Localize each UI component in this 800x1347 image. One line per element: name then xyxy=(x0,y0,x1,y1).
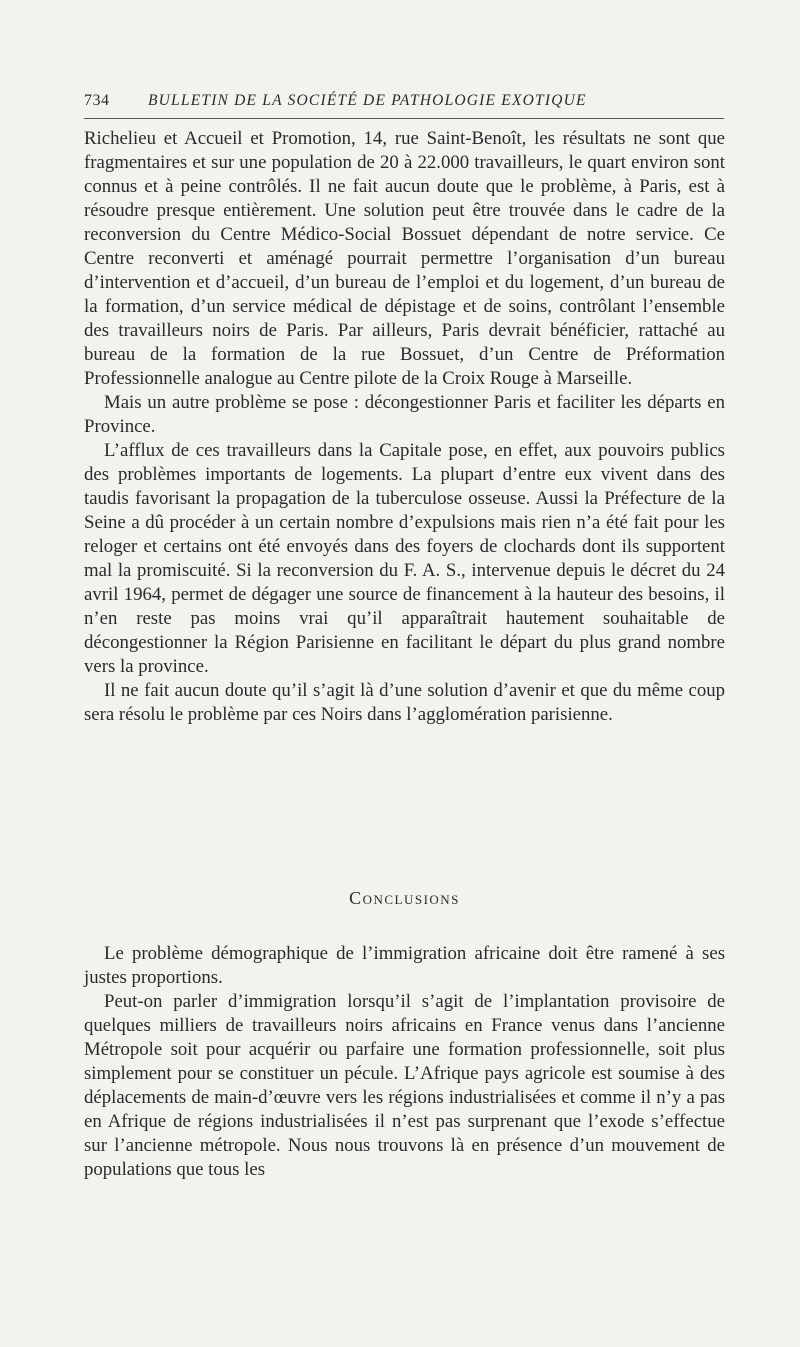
section-heading-conclusions: Conclusions xyxy=(349,888,460,908)
paragraph: Le problème démographique de l’immigration africaine doit être ramené à ses justes proportions. xyxy=(84,943,725,988)
conclusions-text xyxy=(84,942,725,1182)
page-number: 734 xyxy=(84,92,110,109)
journal-title: BULLETIN DE LA SOCIÉTÉ DE PATHOLOGIE EXOTIQUE xyxy=(148,92,587,109)
paragraph: Mais un autre problème se pose : décongestionner Paris et faciliter les départs en Province. xyxy=(84,392,725,437)
running-header xyxy=(84,92,724,116)
paragraph: L’afflux de ces travailleurs dans la Capitale pose, en effet, aux pouvoirs publics des problèmes importants de logements. La plupart d’entre eux vivent dans des taudis favorisant la propagation de la tuberculose osseuse. Aussi la Préfecture de la Seine a dû procéder à un certain nombre d’expulsions mais rien n’a été fait pour les reloger et certains ont été envoyés dans des foyers de clochards dont ils supportent mal la promiscuité. Si la reconversion du F. A. S., intervenue depuis le décret du 24 avril 1964, permet de dégager une source de financement à la hauteur des besoins, il n’en reste pas moins vrai qu’il apparaîtrait hautement souhaitable de décongestionner la Région Parisienne en facilitant le départ du plus grand nombre vers la province. xyxy=(84,440,725,677)
body-text xyxy=(84,127,725,727)
header-rule xyxy=(84,118,724,119)
paragraph: Richelieu et Accueil et Promotion, 14, rue Saint-Benoît, les résultats ne sont que fragmentaires et sur une population de 20 à 22.000 travailleurs, le quart environ sont connus et à peine contrôlés. Il ne fait aucun doute que le problème, à Paris, est à résoudre presque entièrement. Une solution peut être trouvée dans le cadre de la reconversion du Centre Médico-Social Bossuet dépendant de notre service. Ce Centre reconverti et aménagé pourrait permettre l’organisation d’un bureau d’intervention et d’accueil, d’un bureau de l’emploi et du logement, d’un bureau de la formation, d’un service médical de dépistage et de soins, contrôlant l’ensemble des travailleurs noirs de Paris. Par ailleurs, Paris devrait bénéficier, rattaché au bureau de la formation de la rue Bossuet, d’un Centre de Préformation Professionnelle analogue au Centre pilote de la Croix Rouge à Marseille. xyxy=(84,128,725,389)
paragraph: Peut-on parler d’immigration lorsqu’il s’agit de l’implantation provisoire de quelques milliers de travailleurs noirs africains en France venus dans l’ancienne Métropole soit pour acquérir ou parfaire une formation professionnelle, soit plus simplement pour se constituer un pécule. L’Afrique pays agricole est soumise à des déplacements de main-d’œuvre vers les régions industrialisées et comme il n’y a pas en Afrique de régions industrialisées il n’est pas surprenant que l’exode s’effectue sur l’ancienne métropole. Nous nous trouvons là en présence d’un mouvement de populations que tous les xyxy=(84,991,725,1180)
paragraph: Il ne fait aucun doute qu’il s’agit là d’une solution d’avenir et que du même coup sera résolu le problème par ces Noirs dans l’agglomération parisienne. xyxy=(84,680,725,725)
